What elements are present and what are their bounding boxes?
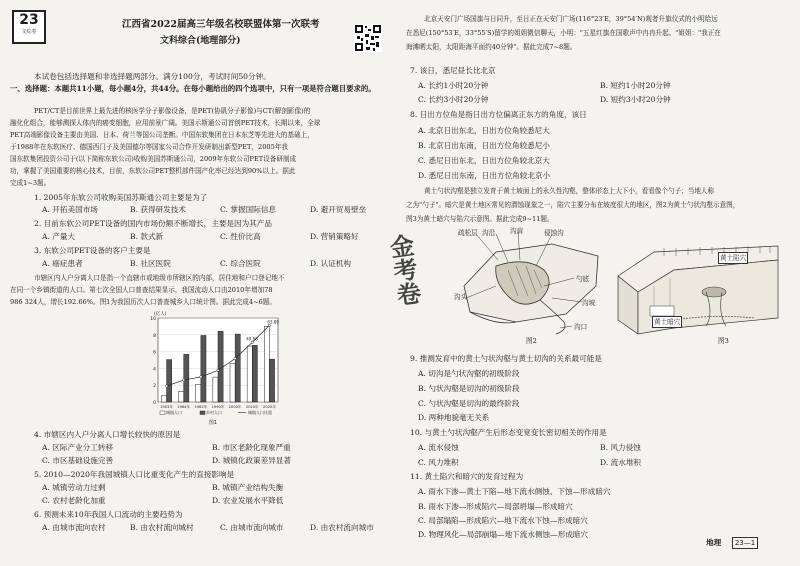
y-tick-label: 8 [153,333,156,339]
bar-urban [247,346,252,402]
bar-rural [269,359,274,402]
passage4-line: 之为"勺子"。暗穴是黄土地区常见的潜蚀现象之一，陷穴主要分布在坡度很大的地区，图2为黄土勺状沟壑示意图， [406,201,740,209]
question-1-option-a[interactable]: A. 开拓美国市场 [42,205,98,214]
exam-info: 本试卷包括选择题和非选择题两部分。满分100分，考试时间50分钟。 [34,72,271,81]
passage3-line: 北京天安门广场国旗与日同升，至日正在天安门广场(116°23′E，39°54′N)观者升旗仪式的小明给远 [424,15,718,23]
question-5-option-b[interactable]: B. 城镇产业结构失衡 [212,483,284,492]
question-11-stem: 11. 黄土陷穴和暗穴的发育过程为 [410,472,524,481]
passage1-line: PET/CT是目前世界上最先进的核医学分子影像设备，是PET(协肌分子影像)与CT(解剖影像)的 [34,107,311,115]
bar-rural [235,334,240,402]
question-2-option-a[interactable]: A. 产量大 [42,232,76,241]
paper-number-badge [12,10,46,44]
question-8-option-d[interactable]: D. 悉尼日出东南，日出方位角较北京小 [418,171,551,180]
x-tick-label: 1990年 [211,405,225,409]
ratio-point [268,324,270,326]
question-2-option-d[interactable]: D. 营销策略好 [310,232,359,241]
question-3-stem: 3. 东软公司PET设备的客户主要是 [34,246,151,255]
ratio-point [251,341,253,343]
bar-rural [167,360,172,402]
passage2-line: 986 324人，增长192.66%。图1为我国历次人口普查城乡人口统计图。据此完成4~6题。 [10,298,276,306]
population-chart [142,308,284,426]
watermark: 金考卷 [384,232,423,308]
fig2-caption: 图2 [526,337,537,345]
bar-rural [201,335,206,402]
question-8-option-b[interactable]: B. 北京日出东南，日出方位角较悉尼小 [418,141,550,150]
question-1-option-d[interactable]: D. 避开贸易壁垒 [310,205,367,214]
question-4-option-b[interactable]: B. 市区老龄化现象严重 [212,443,291,452]
x-tick-label: 2000年 [228,405,242,409]
question-9-stem: 9. 推测发育中的黄土勺状沟壑与黄土切沟的关系最可能是 [410,354,602,363]
passage2-line: 市辖区内人户分离人口是指一个直辖市或地级市所辖区的内部，居住地和户口登记地不 [34,274,285,282]
question-4-option-c[interactable]: C. 市区基础设施完善 [42,456,114,465]
question-6-option-c[interactable]: C. 由城市流向城市 [220,523,284,532]
question-6-stem: 6. 预测未来10年我国人口流动的主要趋势为 [34,510,183,519]
section-heading: 一、选择题：本题共11小题，每小题4分，共44分。在每小题给出的四个选项中，只有一项是符合题目要求的。 [10,84,376,93]
paper-number: 23 [19,12,39,28]
footer-page: 23—1 [732,537,758,549]
question-4-option-d[interactable]: D. 城镇化政策差异显著 [212,456,291,465]
passage1-line: 融化化组合，能够测探人体内的癌变细胞，应用前景广阔。美国示斯通公司首创PET技术，长期以来，全球 [10,119,321,127]
sinkhole-diagram [614,230,782,336]
legend-label: 城镇人口 [166,410,182,415]
fig3-label: 黄土暗穴 [654,318,681,326]
x-tick-label: 1982年 [194,405,208,409]
question-2-option-c[interactable]: C. 性价比高 [220,232,261,241]
exam-subtitle: 文科综合(地理部分) [160,36,241,46]
passage3-line: 在悉尼(150°53′E，33°55′S)留学的姐姐微信聊天，小明："五星红旗在国歌声中冉冉升起。"姐姐："我正在 [406,29,721,37]
fig2-label: 沟肩 [510,227,524,235]
question-9-option-d[interactable]: D. 两种地貌毫无关系 [418,413,490,422]
fig2-label: 疏松层 [458,229,478,237]
question-2-option-b[interactable]: B. 款式新 [130,232,164,241]
y-tick-label: 10 [150,317,156,322]
question-5-stem: 5. 2010—2020年我国城镇人口比重变化产生的直接影响是 [34,470,235,479]
passage4-line: 黄土勺状沟壑是独立发育于黄土坡面上的永久性沟壑，整体形态上大下小，看看像个勺子；当地人称 [424,187,715,195]
exam-title: 江西省2022届高三年级名校联盟体第一次联考 [122,19,320,30]
question-7-option-c[interactable]: C. 长约3小时20分钟 [418,95,489,104]
y-tick-label: 4 [153,367,156,373]
legend-label: 城镇人口比重 [248,410,272,415]
question-3-option-b[interactable]: B. 社区医院 [130,259,171,268]
fig3-caption: 图3 [718,337,729,345]
x-tick-label: 1953年 [160,405,173,409]
fig2-label: 侵蚀沟 [544,229,564,237]
question-5-option-c[interactable]: C. 农村老龄化加重 [42,496,106,505]
question-10-option-b[interactable]: B. 风力侵蚀 [600,443,641,452]
ratio-point [217,369,219,371]
legend-swatch-urban [160,411,165,415]
bar-urban [264,326,269,402]
question-11-option-b[interactable]: B. 雨水下渗—形成陷穴—局部坍塌—形成暗穴 [418,502,573,511]
ratio-point [234,357,236,359]
y-tick-label: 2 [153,384,156,390]
question-1-option-c[interactable]: C. 掌握国际信息 [220,205,276,214]
passage2-line: 在同一个乡镇街道的人口。第七次全国人口普查结果显示，我国流动人口由2010年增加78 [10,286,273,294]
fig2-label: 沟坡 [582,299,596,307]
question-4-stem: 4. 市辖区内人户分离人口增长较快的原因是 [34,430,181,439]
question-10-option-c[interactable]: C. 风力堆积 [418,458,459,467]
fig2-label: 勺底 [576,275,590,283]
question-3-option-d[interactable]: D. 认证机构 [310,259,352,268]
passage1-line: PET高端影像设备主要由美国、日本、荷兰等国公司垄断。中国东软集团在日本东芝等先进大的基础上， [10,131,314,139]
bar-rural [218,331,223,402]
x-tick-label: 2020年 [263,405,276,409]
fig2-label: 沟沿 [482,229,496,237]
question-10-stem: 10. 与黄土勺状沟壑产生后形态变宽变长密切相关的作用是 [410,428,607,437]
legend-swatch-rural [200,411,205,415]
question-7-option-d[interactable]: D. 短约3小时20分钟 [600,95,671,104]
question-11-option-a[interactable]: A. 雨水下渗—黄土下陷—地下流水侧蚀、下蚀—形成暗穴 [418,487,611,496]
bar-urban [161,396,166,402]
y-axis-label: (亿人) [154,312,167,317]
bar-urban [196,384,201,402]
passage4-line: 图3为黄土暗穴与陷穴示意图。据此完成9~11题。 [406,215,554,223]
bar-rural [184,354,189,402]
question-8-option-c[interactable]: C. 悉尼日出东北，日出方位角较北京大 [418,156,550,165]
bar-urban [213,377,218,402]
question-11-option-c[interactable]: C. 局部塌陷—形成陷穴—地下流水下蚀—形成暗穴 [418,516,588,525]
passage1-line: 完成1~3题。 [10,179,51,187]
bar-rural [252,345,257,402]
question-10-option-d[interactable]: D. 流水堆积 [600,458,642,467]
question-6-option-a[interactable]: A. 由城市流向农村 [42,523,106,532]
question-7-option-b[interactable]: B. 短约1小时20分钟 [600,81,671,90]
question-3-option-a[interactable]: A. 癌症患者 [42,259,83,268]
x-tick-label: 1964年 [177,405,191,409]
qr-code-icon [354,24,382,52]
question-2-stem: 2. 目前东软公司PET设备的国内市场份额不断增长，主要是因为其产品 [34,219,272,228]
legend-label: 乡村人口 [206,410,222,415]
passage1-line: 于1988年在东软医疗、德国西门子及美国德尔等国家公司合作开发研制出新型PET，2005年我 [10,143,288,151]
fig2-label: 沟口 [574,323,588,331]
chart-caption: 图1 [208,420,218,426]
bar-urban [230,363,235,402]
question-1-option-b[interactable]: B. 获得研发技术 [130,205,186,214]
ratio-point [200,376,202,378]
question-11-option-d[interactable]: D. 物理风化—局部崩塌—地下流水侧蚀—形成暗穴 [418,530,589,539]
passage3-line: 海滩晒太阳，太阳距海平面约40分钟"。据此完成7~8题。 [406,43,577,51]
question-9-option-a[interactable]: A. 切沟是勺状沟壑的初级阶段 [418,369,520,378]
question-6-option-d[interactable]: D. 由农村流向城市 [310,523,374,532]
data-label: 63.89 [267,319,279,325]
paper-tag: 文综卷 [21,29,37,35]
fig3-label: 黄土陷穴 [720,254,747,262]
data-label: 49.68 [246,336,258,342]
question-9-option-b[interactable]: B. 勺状沟壑是切沟的初级阶段 [418,384,520,393]
question-8-stem: 8. 日出方位角是指日出方位偏离正东方的角度，该日 [410,110,587,119]
question-4-option-a[interactable]: A. 区际产业分工转移 [42,443,114,452]
ratio-point [165,385,167,387]
fig2-label: 沟头 [454,293,468,301]
y-tick-label: 0 [153,401,156,406]
question-8-option-a[interactable]: A. 北京日出东北，日出方位角较悉尼大 [418,126,550,135]
question-7-option-a[interactable]: A. 长约1小时20分钟 [418,81,489,90]
right-column [400,0,800,566]
x-tick-label: 2010年 [245,405,259,409]
ratio-point [183,379,185,381]
footer-subject: 地理 [706,538,722,547]
question-5-option-a[interactable]: A. 城镇劳动力过剩 [42,483,106,492]
question-10-option-a[interactable]: A. 流水侵蚀 [418,443,459,452]
question-3-option-c[interactable]: C. 综合医院 [220,259,261,268]
passage1-line: 国东软集团投资公司于(以下简称东软公司)收购美国苏斯通公司，2009年东软公司PET设备研制成 [10,155,297,163]
bar-urban [179,391,184,402]
y-tick-label: 6 [153,350,156,356]
question-5-option-d[interactable]: D. 农业发展水平降低 [212,496,284,505]
question-9-option-c[interactable]: C. 勺状沟壑是切沟的最终阶段 [418,399,520,408]
question-1-stem: 1. 2005年东软公司收购美国苏斯通公司主要是为了 [34,193,208,202]
passage1-line: 功，掌握了美国重要的核心技术，目前，东软公司PET整机部件国产化率已经达到90%以上。据此 [10,167,296,175]
question-6-option-b[interactable]: B. 由农村流向城村 [130,523,194,532]
question-7-stem: 7. 该日，悉尼昼长比北京 [410,66,496,75]
